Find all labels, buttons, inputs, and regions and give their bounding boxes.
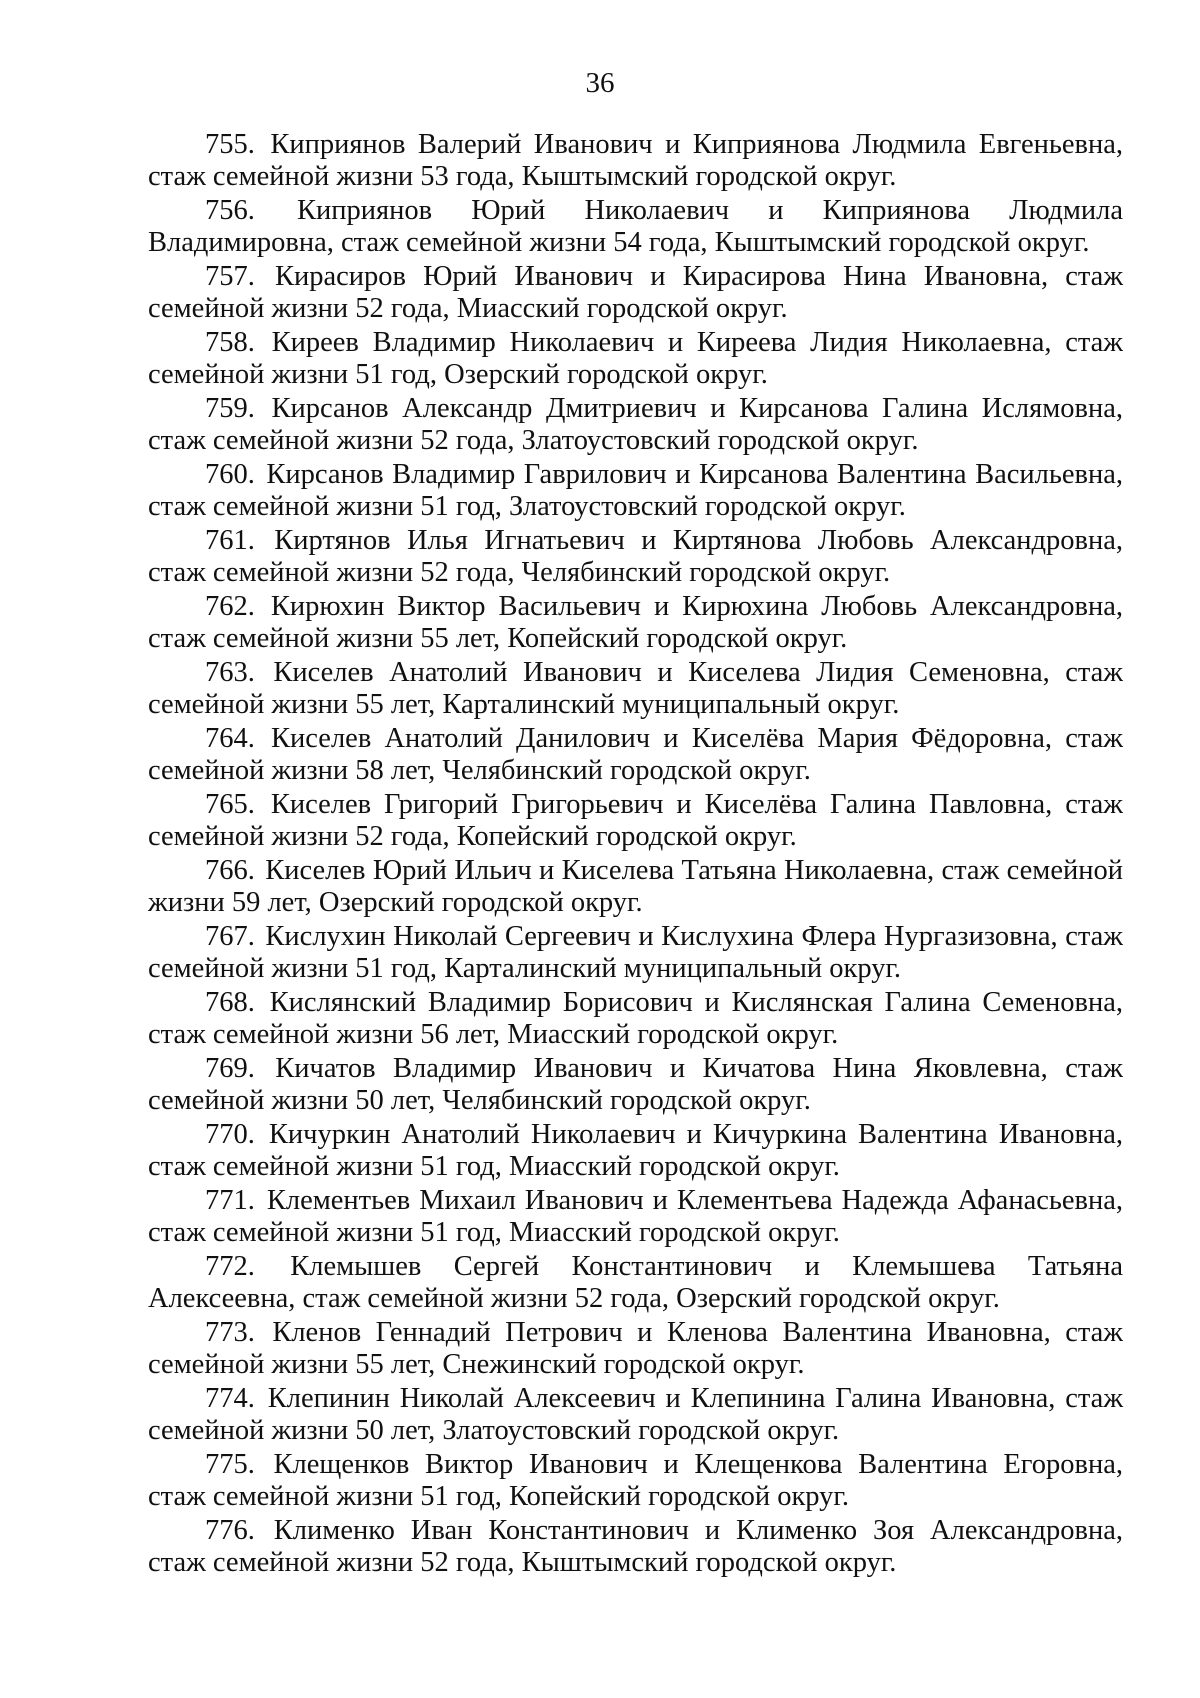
entry-text: Киселев Юрий Ильич и Киселева Татьяна Николаевна, стаж семейной жизни 59 лет, Озерский городской округ.: [148, 855, 1123, 918]
list-item: [148, 1383, 1123, 1449]
entry-text: Кислухин Николай Сергеевич и Кислухина Флера Нургазизовна, стаж семейной жизни 51 год, Карталинский муниципальный округ.: [148, 921, 1123, 984]
list-item: [148, 459, 1123, 525]
entry-text: Кирсанов Александр Дмитриевич и Кирсанова Галина Ислямовна, стаж семейной жизни 52 года, Златоустовский городской округ.: [148, 393, 1123, 456]
entry-text: Клемышев Сергей Константинович и Клемышева Татьяна Алексеевна, стаж семейной жизни 52 года, Озерский городской округ.: [148, 1251, 1123, 1314]
entry-text: Клименко Иван Константинович и Клименко Зоя Александровна, стаж семейной жизни 52 года, Кыштымский городской округ.: [148, 1515, 1123, 1578]
entry-number: 768.: [205, 987, 255, 1018]
entry-number: 769.: [205, 1053, 255, 1084]
list-item: [148, 1185, 1123, 1251]
list-item: [148, 1251, 1123, 1317]
list-item: [148, 657, 1123, 723]
list-item: [148, 261, 1123, 327]
entry-number: 766.: [205, 855, 255, 886]
entry-text: Клещенков Виктор Иванович и Клещенкова Валентина Егоровна, стаж семейной жизни 51 год, Копейский городской округ.: [148, 1449, 1123, 1512]
entry-text: Кленов Геннадий Петрович и Кленова Валентина Ивановна, стаж семейной жизни 55 лет, Снежинский городской округ.: [148, 1317, 1123, 1380]
entry-number: 762.: [205, 591, 255, 622]
entry-text: Кирсанов Владимир Гаврилович и Кирсанова Валентина Васильевна, стаж семейной жизни 51 год, Златоустовский городской округ.: [148, 459, 1123, 522]
entry-text: Кирасиров Юрий Иванович и Кирасирова Нина Ивановна, стаж семейной жизни 52 года, Миасский городской округ.: [148, 261, 1124, 324]
entry-text: Киреев Владимир Николаевич и Киреева Лидия Николаевна, стаж семейной жизни 51 год, Озерский городской округ.: [148, 327, 1123, 390]
list-item: [148, 723, 1123, 789]
entry-number: 771.: [205, 1185, 255, 1216]
entry-number: 774.: [205, 1383, 255, 1414]
entry-text: Клементьев Михаил Иванович и Клементьева Надежда Афанасьевна, стаж семейной жизни 51 год, Миасский городской округ.: [148, 1185, 1123, 1248]
entry-number: 765.: [205, 789, 255, 820]
entry-number: 770.: [205, 1119, 255, 1150]
entry-number: 761.: [205, 525, 255, 556]
entry-number: 760.: [205, 459, 255, 490]
entry-text: Кирюхин Виктор Васильевич и Кирюхина Любовь Александровна, стаж семейной жизни 55 лет, Копейский городской округ.: [148, 591, 1124, 654]
entry-number: 759.: [205, 393, 255, 424]
entry-number: 763.: [205, 657, 255, 688]
entry-number: 767.: [205, 921, 255, 952]
list-item: [148, 921, 1123, 987]
entry-text: Киртянов Илья Игнатьевич и Киртянова Любовь Александровна, стаж семейной жизни 52 года, Челябинский городской округ.: [148, 525, 1123, 588]
list-item: [148, 129, 1123, 195]
entry-text: Киприянов Юрий Николаевич и Киприянова Людмила Владимировна, стаж семейной жизни 54 года, Кыштымский городской округ.: [148, 195, 1124, 258]
entry-list: [148, 129, 1123, 1581]
list-item: [148, 393, 1123, 459]
list-item: [148, 855, 1123, 921]
list-item: [148, 1317, 1123, 1383]
entry-text: Кичуркин Анатолий Николаевич и Кичуркина Валентина Ивановна, стаж семейной жизни 51 год, Миасский городской округ.: [148, 1119, 1124, 1182]
entry-number: 775.: [205, 1449, 255, 1480]
entry-text: Кислянский Владимир Борисович и Кислянская Галина Семеновна, стаж семейной жизни 56 лет, Миасский городской округ.: [148, 987, 1124, 1050]
entry-number: 758.: [205, 327, 255, 358]
entry-text: Киселев Григорий Григорьевич и Киселёва Галина Павловна, стаж семейной жизни 52 года, Копейский городской округ.: [148, 789, 1123, 852]
entry-text: Киприянов Валерий Иванович и Киприянова Людмила Евгеньевна, стаж семейной жизни 53 года, Кыштымский городской округ.: [148, 129, 1123, 192]
list-item: [148, 1449, 1123, 1515]
page-number: 36: [585, 67, 615, 99]
list-item: [148, 327, 1123, 393]
list-item: [148, 789, 1123, 855]
list-item: [148, 1119, 1123, 1185]
list-item: [148, 987, 1123, 1053]
list-item: [148, 525, 1123, 591]
entry-number: 757.: [205, 261, 255, 292]
entry-number: 756.: [205, 195, 255, 226]
entry-text: Кичатов Владимир Иванович и Кичатова Нина Яковлевна, стаж семейной жизни 50 лет, Челябинский городской округ.: [148, 1053, 1123, 1116]
entry-number: 772.: [205, 1251, 255, 1282]
entry-number: 776.: [205, 1515, 255, 1546]
entry-number: 764.: [205, 723, 255, 754]
list-item: [148, 195, 1123, 261]
entry-text: Клепинин Николай Алексеевич и Клепинина Галина Ивановна, стаж семейной жизни 50 лет, Златоустовский городской округ.: [148, 1383, 1124, 1446]
entry-number: 755.: [205, 129, 255, 160]
list-item: [148, 1515, 1123, 1581]
entry-text: Киселев Анатолий Иванович и Киселева Лидия Семеновна, стаж семейной жизни 55 лет, Карталинский муниципальный округ.: [148, 657, 1124, 720]
list-item: [148, 1053, 1123, 1119]
entry-text: Киселев Анатолий Данилович и Киселёва Мария Фёдоровна, стаж семейной жизни 58 лет, Челябинский городской округ.: [148, 723, 1123, 786]
entry-number: 773.: [205, 1317, 255, 1348]
list-item: [148, 591, 1123, 657]
